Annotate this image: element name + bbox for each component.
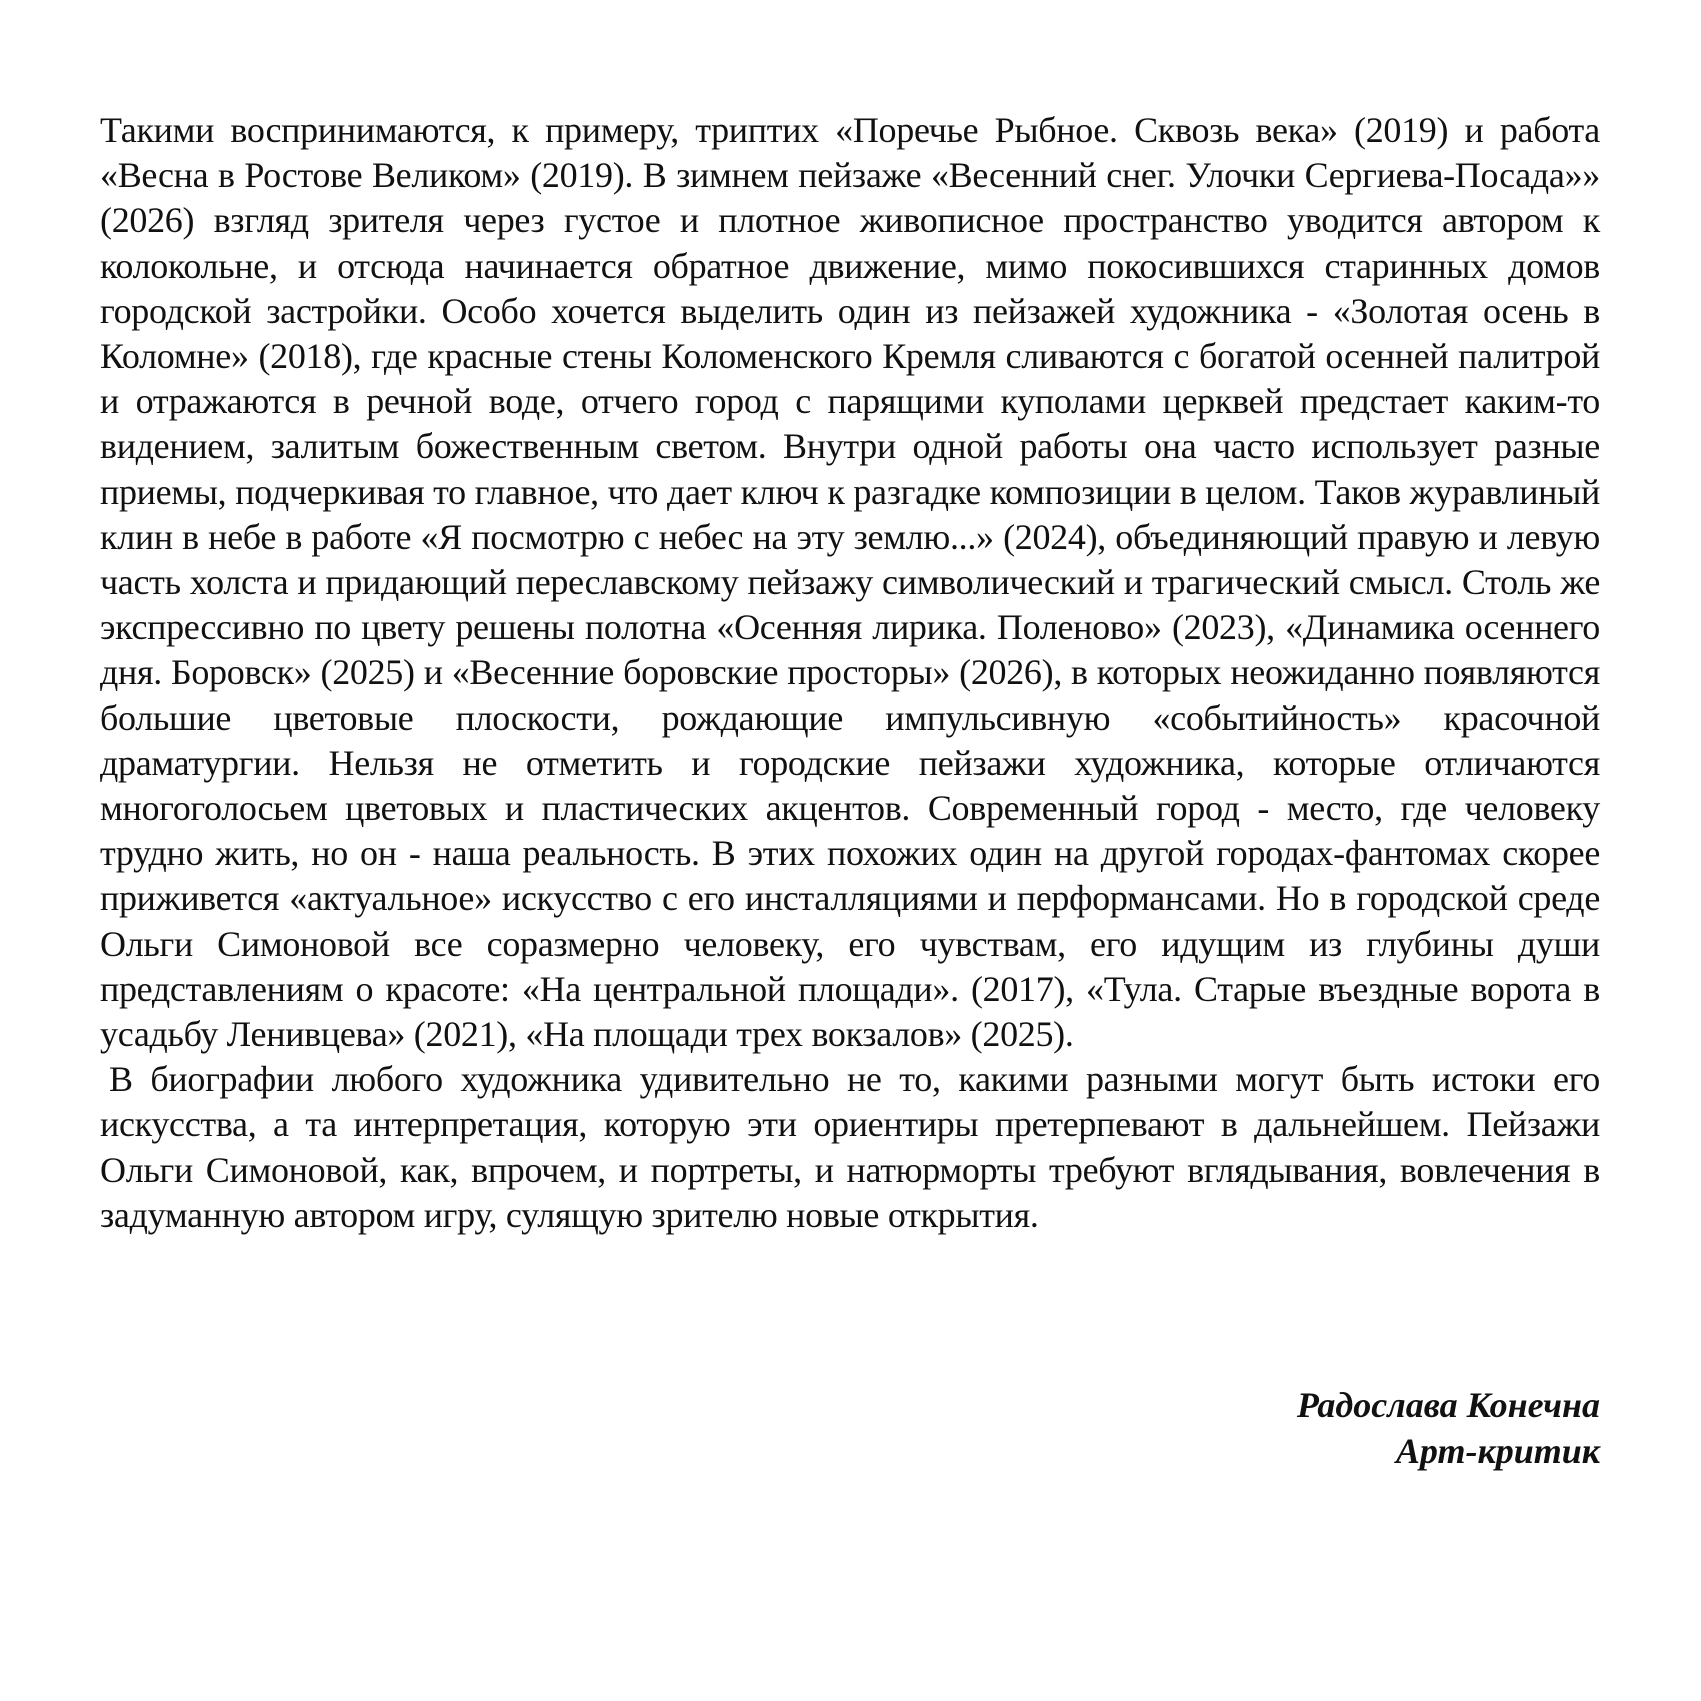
paragraph-2: В биографии любого художника удивительно не то, какими разными могут быть истоки его искусства, а та интерпретация, которую эти ориентиры претерпевают в дальнейшем. Пейзажи Ольги Симоновой, как, впрочем, и портреты, и натюрморты требуют вглядывания, вовлечения в задуманную автором игру, сулящую зрителю новые открытия. bbox=[100, 1059, 1600, 1235]
article-body bbox=[100, 108, 1600, 1238]
paragraph-1: Такими воспринимаются, к примеру, триптих «Поречье Рыбное. Сквозь века» (2019) и работа «Весна в Ростове Великом» (2019). В зимнем пейзаже «Весенний снег. Улочки Сергиева-Посада»» (2026) взгляд зрителя через густое и плотное живописное пространство уводится автором к колокольне, и отсюда начинается обратное движение, мимо покосившихся старинных домов городской застройки. Особо хочется выделить один из пейзажей художника - «Золотая осень в Коломне» (2018), где красные стены Коломенского Кремля сливаются с богатой осенней палитрой и отражаются в речной воде, отчего город с парящими куполами церквей предстает каким-то видением, залитым божественным светом. Внутри одной работы она часто использует разные приемы, подчеркивая то главное, что дает ключ к разгадке композиции в целом. Таков журавлиный клин в небе в работе «Я посмотрю с небес на эту землю...» (2024), объединяющий правую и левую часть холста и придающий переславскому пейзажу символический и трагический смысл. Столь же экспрессивно по цвету решены полотна «Осенняя лирика. Поленово» (2023), «Динамика осеннего дня. Боровск» (2025) и «Весенние боровские просторы» (2026), в которых неожиданно появляются большие цветовые плоскости, рождающие импульсивную «событийность» красочной драматургии. Нельзя не отметить и городские пейзажи художника, которые отличаются многоголосьем цветовых и пластических акцентов. Современный город - место, где человеку трудно жить, но он - наша реальность. В этих похожих один на другой городах-фантомах скорее приживется «актуальное» искусство с его инсталляциями и перформансами. Но в городской среде Ольги Симоновой все соразмерно человеку, его чувствам, его идущим из глубины души представлениям о красоте: «На центральной площади». (2017), «Тула. Старые въездные ворота в усадьбу Ленивцева» (2021), «На площади трех вокзалов» (2025). bbox=[100, 110, 1600, 1055]
author-name: Радослава Конечна bbox=[1296, 1385, 1600, 1425]
author-signature bbox=[1297, 1382, 1600, 1474]
author-role: Арт-критик bbox=[1395, 1431, 1600, 1471]
